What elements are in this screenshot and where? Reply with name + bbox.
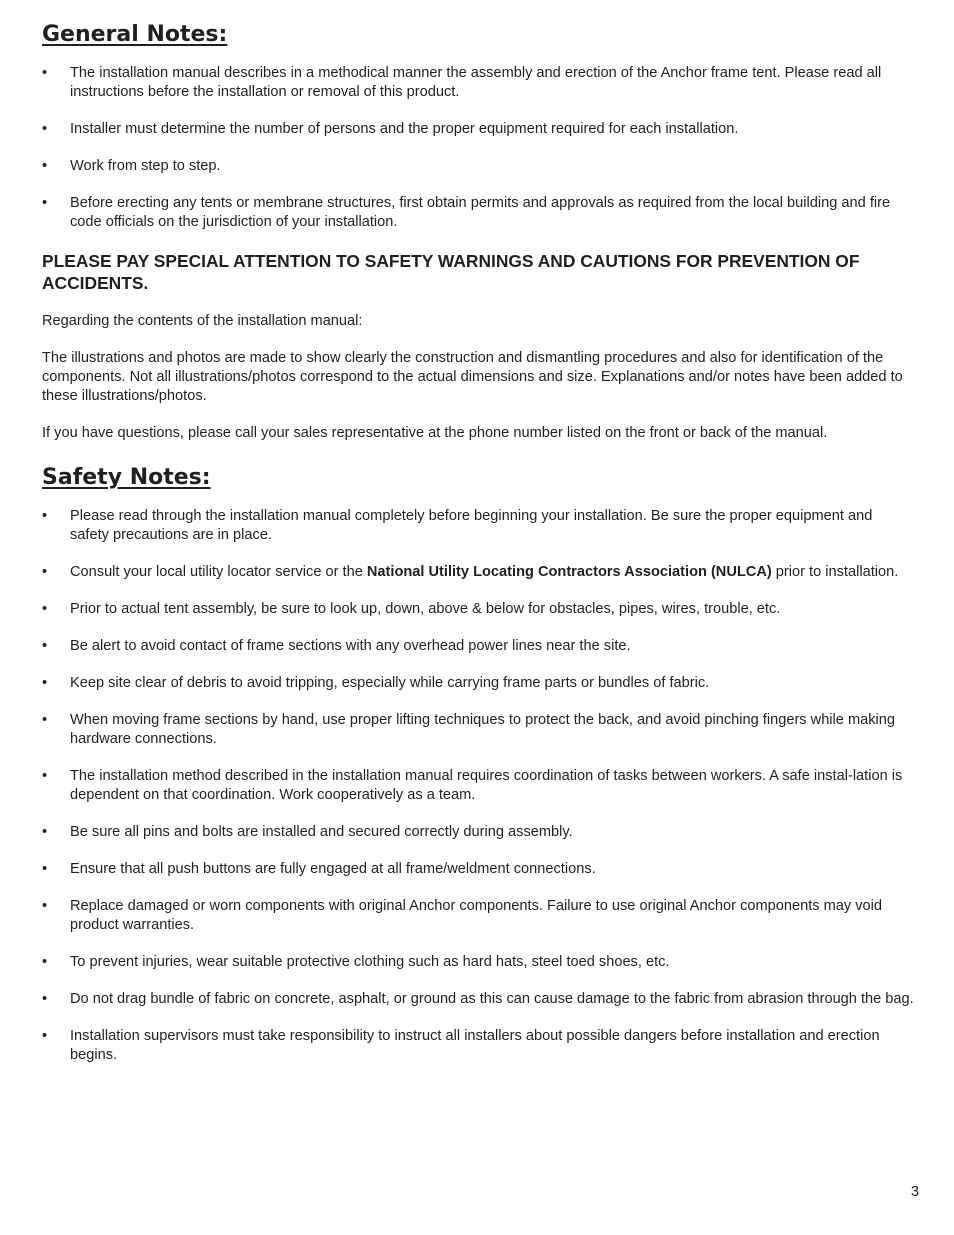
- list-item-text: Please read through the installation manual completely before beginning your installation. Be sure the proper equipment and safety precautions are in place.: [70, 508, 873, 543]
- page-number: 3: [910, 1184, 919, 1200]
- bullet-icon: •: [42, 638, 48, 654]
- questions-paragraph: If you have questions, please call your sales representative at the phone number listed on the front or back of the manual.: [42, 425, 828, 441]
- list-item: [42, 1027, 914, 1065]
- bullet-icon: •: [42, 601, 48, 617]
- document-page: [42, 20, 914, 1083]
- list-item-text: Do not drag bundle of fabric on concrete, asphalt, or ground as this can cause damage to the fabric from abrasion through the bag.: [70, 991, 914, 1007]
- list-item-text: Ensure that all push buttons are fully engaged at all frame/weldment connections.: [70, 861, 596, 877]
- list-item: [42, 953, 914, 972]
- nulca-organization-name: National Utility Locating Contractors Association (NULCA): [366, 564, 772, 580]
- bullet-icon: •: [42, 195, 48, 211]
- list-item-text: Be alert to avoid contact of frame sections with any overhead power lines near the site.: [70, 638, 631, 654]
- list-item: [42, 767, 914, 805]
- bullet-icon: •: [42, 1028, 48, 1044]
- list-item: [42, 157, 914, 176]
- bullet-icon: •: [42, 861, 48, 877]
- list-item: [42, 507, 914, 545]
- illustrations-paragraph: The illustrations and photos are made to show clearly the construction and dismantling procedures and also for identification of the components. Not all illustrations/photos correspond to the actual dimensions and size. Explanations and/or notes have been added to these illustrations/photos.: [42, 350, 903, 404]
- bullet-icon: •: [42, 712, 48, 728]
- nulca-text-before: Consult your local utility locator service or the: [70, 564, 367, 580]
- list-item: [42, 860, 914, 879]
- list-item: [42, 120, 914, 139]
- general-notes-list: [42, 64, 914, 232]
- list-item: [42, 990, 914, 1009]
- general-notes-heading: General Notes:: [42, 22, 228, 47]
- list-item-text: The installation manual describes in a methodical manner the assembly and erection of the Anchor frame tent. Please read all instructions before the installation or removal of this product.: [70, 65, 882, 100]
- bullet-icon: •: [42, 768, 48, 784]
- list-item-text: When moving frame sections by hand, use proper lifting techniques to protect the back, and avoid pinching fingers while making hardware connections.: [70, 712, 896, 747]
- bullet-icon: •: [42, 991, 48, 1007]
- list-item-text: Installer must determine the number of persons and the proper equipment required for each installation.: [70, 121, 739, 137]
- list-item: [42, 64, 914, 102]
- list-item: [42, 194, 914, 232]
- list-item-text: Installation supervisors must take responsibility to instruct all installers about possible dangers before installation and erection begins.: [70, 1028, 880, 1063]
- list-item: [42, 823, 914, 842]
- nulca-text-after: prior to installation.: [771, 564, 899, 580]
- bullet-icon: •: [42, 675, 48, 691]
- bullet-icon: •: [42, 121, 48, 137]
- list-item-text: Work from step to step.: [70, 158, 221, 174]
- bullet-icon: •: [42, 898, 48, 914]
- safety-notes-heading: Safety Notes:: [42, 465, 211, 490]
- list-item-text: To prevent injuries, wear suitable protective clothing such as hard hats, steel toed shoes, etc.: [70, 954, 670, 970]
- list-item-text: Before erecting any tents or membrane structures, first obtain permits and approvals as required from the local building and fire code officials on the jurisdiction of your installation.: [70, 195, 891, 230]
- list-item-text: Prior to actual tent assembly, be sure to look up, down, above & below for obstacles, pipes, wires, trouble, etc.: [70, 601, 781, 617]
- bullet-icon: •: [42, 954, 48, 970]
- list-item-text: Keep site clear of debris to avoid tripping, especially while carrying frame parts or bundles of fabric.: [70, 675, 710, 691]
- list-item: [42, 897, 914, 935]
- list-item-text: The installation method described in the installation manual requires coordination of tasks between workers. A safe instal-lation is dependent on that coordination. Work cooperatively as a team.: [70, 768, 903, 803]
- bullet-icon: •: [42, 824, 48, 840]
- bullet-icon: •: [42, 65, 48, 81]
- safety-notes-list: [42, 507, 914, 1065]
- safety-warning-callout: PLEASE PAY SPECIAL ATTENTION TO SAFETY WARNINGS AND CAUTIONS FOR PREVENTION OF ACCIDENTS.: [42, 251, 860, 293]
- list-item: [42, 563, 914, 582]
- bullet-icon: •: [42, 508, 48, 524]
- list-item: [42, 674, 914, 693]
- list-item: [42, 711, 914, 749]
- manual-contents-intro: Regarding the contents of the installation manual:: [42, 313, 363, 329]
- bullet-icon: •: [42, 158, 48, 174]
- list-item: [42, 637, 914, 656]
- list-item-text: Replace damaged or worn components with original Anchor components. Failure to use original Anchor components may void product warranties.: [70, 898, 883, 933]
- list-item-text: [70, 564, 898, 580]
- bullet-icon: •: [42, 564, 48, 580]
- list-item-text: Be sure all pins and bolts are installed and secured correctly during assembly.: [70, 824, 573, 840]
- list-item: [42, 600, 914, 619]
